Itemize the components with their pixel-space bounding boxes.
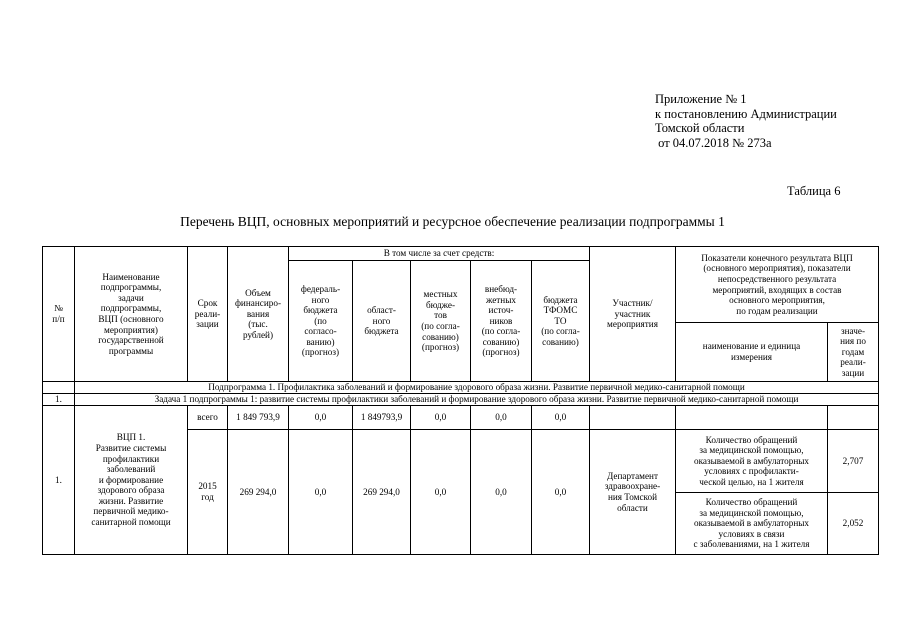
appendix-line-2: к постановлению Администрации [655, 106, 837, 121]
year-2015-term: 2015 год [188, 430, 228, 555]
indicator-1-name: Количество обращений за медицинской помощью, оказываемой в амбулаторных условиях с профилакти- ческой целью, на 1 жителя [676, 430, 828, 493]
header-regional: област- ного бюджета [353, 261, 411, 382]
year-2015-federal: 0,0 [289, 430, 353, 555]
indicator-1-value: 2,707 [828, 430, 879, 493]
appendix-line-4: от 04.07.2018 № 273а [655, 135, 772, 150]
header-sources-group: В том числе за счет средств: [289, 247, 590, 261]
document-title: Перечень ВЦП, основных мероприятий и ресурсное обеспечение реализации подпрограммы 1 [180, 214, 725, 229]
total-regional: 1 849793,9 [353, 406, 411, 430]
header-volume: Объем финансиро- вания (тыс. рублей) [228, 247, 289, 382]
header-indicators-group: Показатели конечного результата ВЦП (основного мероприятия), показатели непосредственного результата мероприятий, входящих в состав основного мероприятия, по годам реализации [676, 247, 879, 323]
task-num: 1. [43, 394, 75, 406]
header-extrabudget: внебюд- жетных источ- ников (по согла- сованию) (прогноз) [471, 261, 532, 382]
total-indicator-value [828, 406, 879, 430]
year-2015-participant: Департамент здравоохране- ния Томской области [590, 430, 676, 555]
item-name: ВЦП 1. Развитие системы профилактики заболеваний и формирование здорового образа жизни. Развитие первичной медико- санитарной помощи [75, 406, 188, 555]
year-2015-tfoms: 0,0 [532, 430, 590, 555]
appendix-line-1: Приложение № 1 [655, 92, 747, 106]
header-local: местных бюдже- тов (по согла- сованию) (прогноз) [411, 261, 471, 382]
item-num: 1. [43, 406, 75, 555]
header-participant: Участник/ участник мероприятия [590, 247, 676, 382]
header-indicator-value: значе- ния по годам реали- зации [828, 323, 879, 382]
total-participant [590, 406, 676, 430]
total-volume: 1 849 793,9 [228, 406, 289, 430]
subprogram-row: Подпрограмма 1. Профилактика заболеваний и формирование здорового образа жизни. Развитие первичной медико-санитарной помощи [75, 382, 879, 394]
total-local: 0,0 [411, 406, 471, 430]
appendix-line-3: Томской области [655, 121, 745, 135]
year-2015-volume: 269 294,0 [228, 430, 289, 555]
task-row: Задача 1 подпрограммы 1: развитие системы профилактики заболеваний и формирование здорового образа жизни. Развитие первичной медико-санитарной помощи [75, 394, 879, 406]
header-num: № п/п [43, 247, 75, 382]
header-tfoms: бюджета ТФОМС ТО (по согла- сованию) [532, 261, 590, 382]
header-term: Срок реали- зации [188, 247, 228, 382]
total-federal: 0,0 [289, 406, 353, 430]
indicator-2-name: Количество обращений за медицинской помощью, оказываемой в амбулаторных условиях в связи с заболеваниями, на 1 жителя [676, 493, 828, 555]
financing-table [42, 246, 879, 555]
header-indicator-name: наименование и единица измерения [676, 323, 828, 382]
indicator-2-value: 2,052 [828, 493, 879, 555]
total-extrabudget: 0,0 [471, 406, 532, 430]
header-federal: федераль- ного бюджета (по согласо- ванию) (прогноз) [289, 261, 353, 382]
total-indicator-name [676, 406, 828, 430]
header-name: Наименование подпрограммы, задачи подпрограммы, ВЦП (основного мероприятия) государственной программы [75, 247, 188, 382]
appendix-block [655, 92, 837, 150]
total-term: всего [188, 406, 228, 430]
year-2015-extrabudget: 0,0 [471, 430, 532, 555]
subprogram-num-cell [43, 382, 75, 394]
total-tfoms: 0,0 [532, 406, 590, 430]
year-2015-regional: 269 294,0 [353, 430, 411, 555]
table-label: Таблица 6 [787, 184, 841, 198]
year-2015-local: 0,0 [411, 430, 471, 555]
